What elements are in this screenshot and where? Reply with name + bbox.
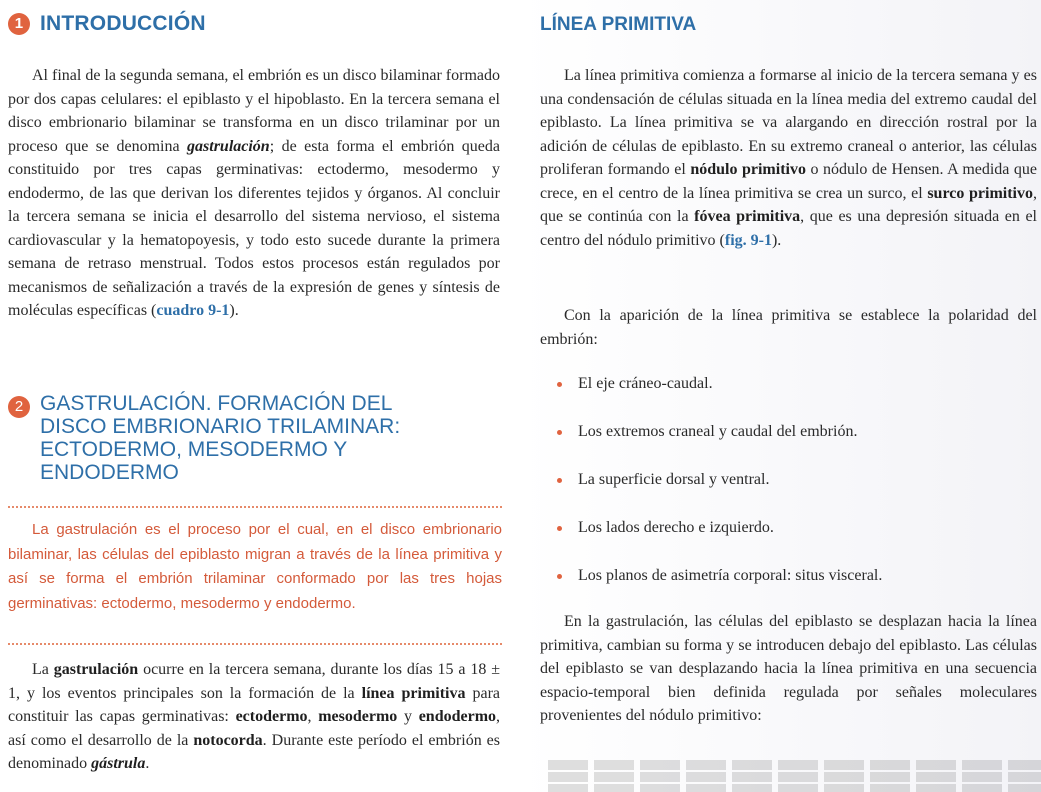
bullet-icon <box>557 382 562 387</box>
title-line: ENDODERMO <box>40 461 179 484</box>
section-number-badge: 1 <box>8 13 30 35</box>
bleed-through-text <box>548 758 1041 792</box>
bullet-icon <box>557 574 562 579</box>
summary-bottom-divider <box>8 643 502 645</box>
list-item: La superficie dorsal y ventral. <box>540 468 882 516</box>
bullet-icon <box>557 526 562 531</box>
cuadro-reference[interactable]: cuadro 9-1 <box>156 302 230 319</box>
intro-paragraph: Al final de la segunda semana, el embrión es un disco bilaminar formado por dos capas celulares: el epiblasto y el hipoblasto. En la tercera semana el disco embrionario bilaminar se transforma en un disco trilaminar por un proceso que se denomina gastrulación; de esta forma el embrión queda constituido por tres capas germinativas: ectodermo, mesodermo y endodermo, de las que derivan los diferentes tejidos y órganos. Al concluir la tercera semana se inicia el desarrollo del sistema nervioso, el sistema cardiovascular y la hematopoyesis, y todo esto sucede durante la primera semana de retraso menstrual. Todos estos procesos están regulados por mecanismos de señalización a través de la expresión de genes y síntesis de moléculas específicas (cuadro 9-1). <box>8 67 500 319</box>
linea-primitiva-paragraph: La línea primitiva comienza a formarse al inicio de la tercera semana y es una condensación de células situada en la línea media del extremo caudal del epiblasto. La línea primitiva se va alargando en dirección rostral por la adición de células de epiblasto. En su extremo craneal o anterior, las células proliferan formando el nódulo primitivo o nódulo de Hensen. A medida que crece, en el centro de la línea primitiva se crea un surco, el surco primitivo, que se continúa con la fóvea primitiva, que es una depresión situada en el centro del nódulo primitivo (fig. 9-1). <box>540 67 1038 249</box>
section-heading-linea-primitiva: LÍNEA PRIMITIVA <box>540 14 697 35</box>
polaridad-list <box>540 372 882 612</box>
list-item: Los lados derecho e izquierdo. <box>540 516 882 564</box>
section-heading-gastrulacion <box>8 392 488 484</box>
polaridad-paragraph: Con la aparición de la línea primitiva se establece la polaridad del embrión: <box>540 307 1037 348</box>
gastrulacion-migration-paragraph: En la gastrulación, las células del epiblasto se desplazan hacia la línea primitiva, cambian su forma y se introducen debajo del epiblasto. Las células del epiblasto se van desplazando hacia la línea primitiva en una secuencia espacio-temporal bien definida regulada por señales moleculares provenientes del nódulo primitivo: <box>540 613 1037 724</box>
list-item: El eje cráneo-caudal. <box>540 372 882 420</box>
section-number-badge: 2 <box>8 396 30 418</box>
title-line: ECTODERMO, MESODERMO Y <box>40 438 348 461</box>
list-item: Los extremos craneal y caudal del embrión. <box>540 420 882 468</box>
bullet-icon <box>557 478 562 483</box>
gastrulacion-paragraph: La gastrulación ocurre en la tercera semana, durante los días 15 a 18 ± 1, y los eventos principales son la formación de la línea primitiva para constituir las capas germinativas: ectodermo, mesodermo y endodermo, así como el desarrollo de la notocorda. Durante este período el embrión es denominado gástrula. <box>8 661 501 772</box>
section-heading-introduccion <box>8 12 206 36</box>
title-line: DISCO EMBRIONARIO TRILAMINAR: <box>40 415 401 438</box>
section-title: INTRODUCCIÓN <box>40 12 206 35</box>
summary-box-text: La gastrulación es el proceso por el cual, en el disco embrionario bilaminar, las células del epiblasto migran a través de la línea primitiva y así se forma el embrión trilaminar conformado por las tres hojas germinativas: ectodermo, mesodermo y endodermo. <box>8 521 502 612</box>
bullet-icon <box>557 430 562 435</box>
summary-top-divider <box>8 506 502 508</box>
title-line: GASTRULACIÓN. FORMACIÓN DEL <box>40 392 393 415</box>
list-item: Los planos de asimetría corporal: situs visceral. <box>540 564 882 612</box>
figure-reference[interactable]: fig. 9-1 <box>724 231 772 249</box>
